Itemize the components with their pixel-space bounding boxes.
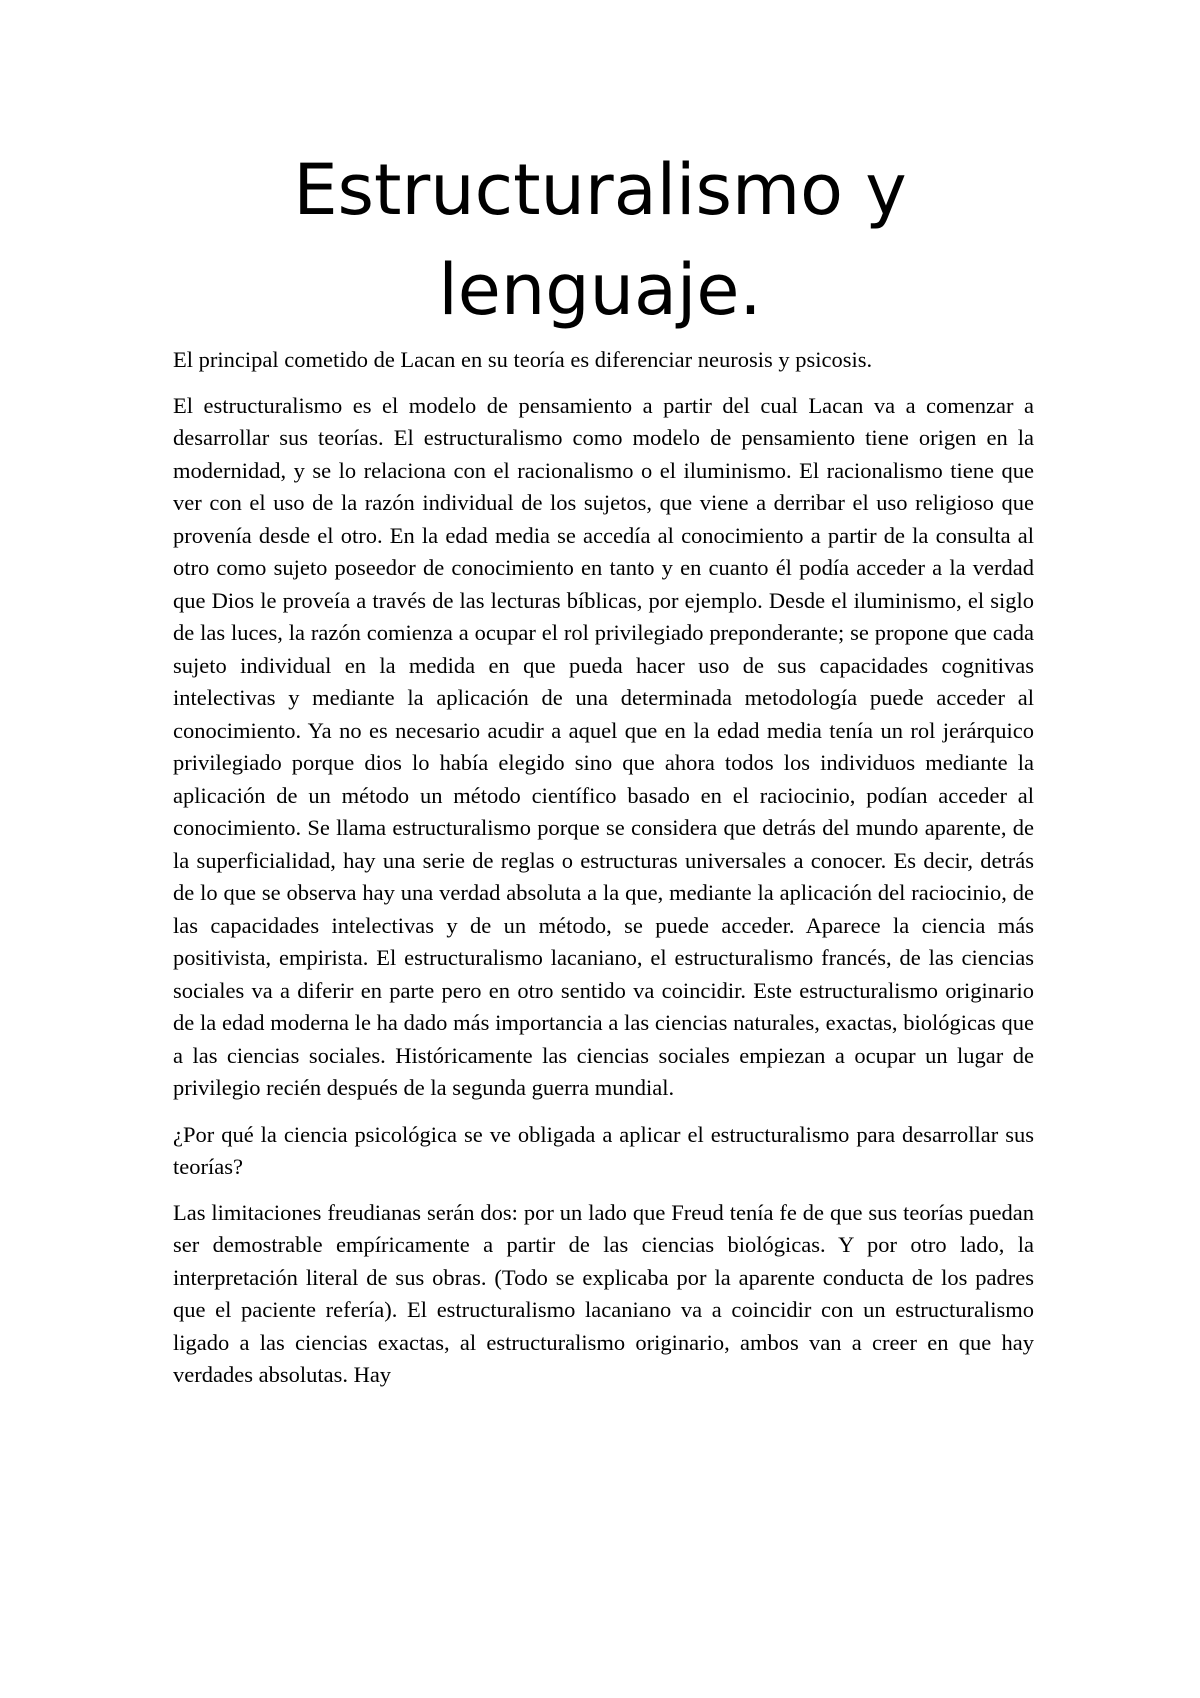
paragraph-question: ¿Por qué la ciencia psicológica se ve obligada a aplicar el estructuralismo para desarrollar sus teorías? (173, 1121, 1034, 1179)
paragraph-intro: El principal cometido de Lacan en su teoría es diferenciar neurosis y psicosis. (173, 347, 873, 372)
paragraph-estructuralismo: El estructuralismo es el modelo de pensamiento a partir del cual Lacan va a comenzar a desarrollar sus teorías. El estructuralismo como modelo de pensamiento tiene origen en la modernidad, y se lo relaciona con el racionalismo o el iluminismo. El racionalismo tiene que ver con el uso de la razón individual de los sujetos, que viene a derribar el uso religioso que provenía desde el otro. En la edad media se accedía al conocimiento a partir de la consulta al otro como sujeto poseedor de conocimiento en tanto y en cuanto él podía acceder a la verdad que Dios le proveía a través de las lecturas bíblicas, por ejemplo. Desde el iluminismo, el siglo de las luces, la razón comienza a ocupar el rol privilegiado preponderante; se propone que cada sujeto individual en la medida en que pueda hacer uso de sus capacidades cognitivas intelectivas y mediante la aplicación de una determinada metodología puede acceder al conocimiento. Ya no es necesario acudir a aquel que en la edad media tenía un rol jerárquico privilegiado porque dios lo había elegido sino que ahora todos los individuos mediante la aplicación de un método un método científico basado en el raciocinio, podían acceder al conocimiento. Se llama estructuralismo porque se considera que detrás del mundo aparente, de la superficialidad, hay una serie de reglas o estructuras universales a conocer. Es decir, detrás de lo que se observa hay una verdad absoluta a la que, mediante la aplicación del raciocinio, de las capacidades intelectivas y de un método, se puede acceder. Aparece la ciencia más positivista, empirista. El estructuralismo lacaniano, el estructuralismo francés, de las ciencias sociales va a diferir en parte pero en otro sentido va coincidir. Este estructuralismo originario de la edad moderna le ha dado más importancia a las ciencias naturales, exactas, biológicas que a las ciencias sociales. Históricamente las ciencias sociales empiezan a ocupar un lugar de privilegio recién después de la segunda guerra mundial. (173, 392, 1034, 1100)
document-body (173, 344, 1034, 1406)
document-title: Estructuralismo y lenguaje. (293, 149, 907, 331)
paragraph-limitaciones: Las limitaciones freudianas serán dos: por un lado que Freud tenía fe de que sus teorías puedan ser demostrable empíricamente a partir de las ciencias biológicas. Y por otro lado, la interpretación literal de sus obras. (Todo se explicaba por la aparente conducta de los padres que el paciente refería). El estructuralismo lacaniano va a coincidir con un estructuralismo ligado a las ciencias exactas, al estructuralismo originario, ambos van a creer en que hay verdades absolutas. Hay (173, 1199, 1034, 1387)
